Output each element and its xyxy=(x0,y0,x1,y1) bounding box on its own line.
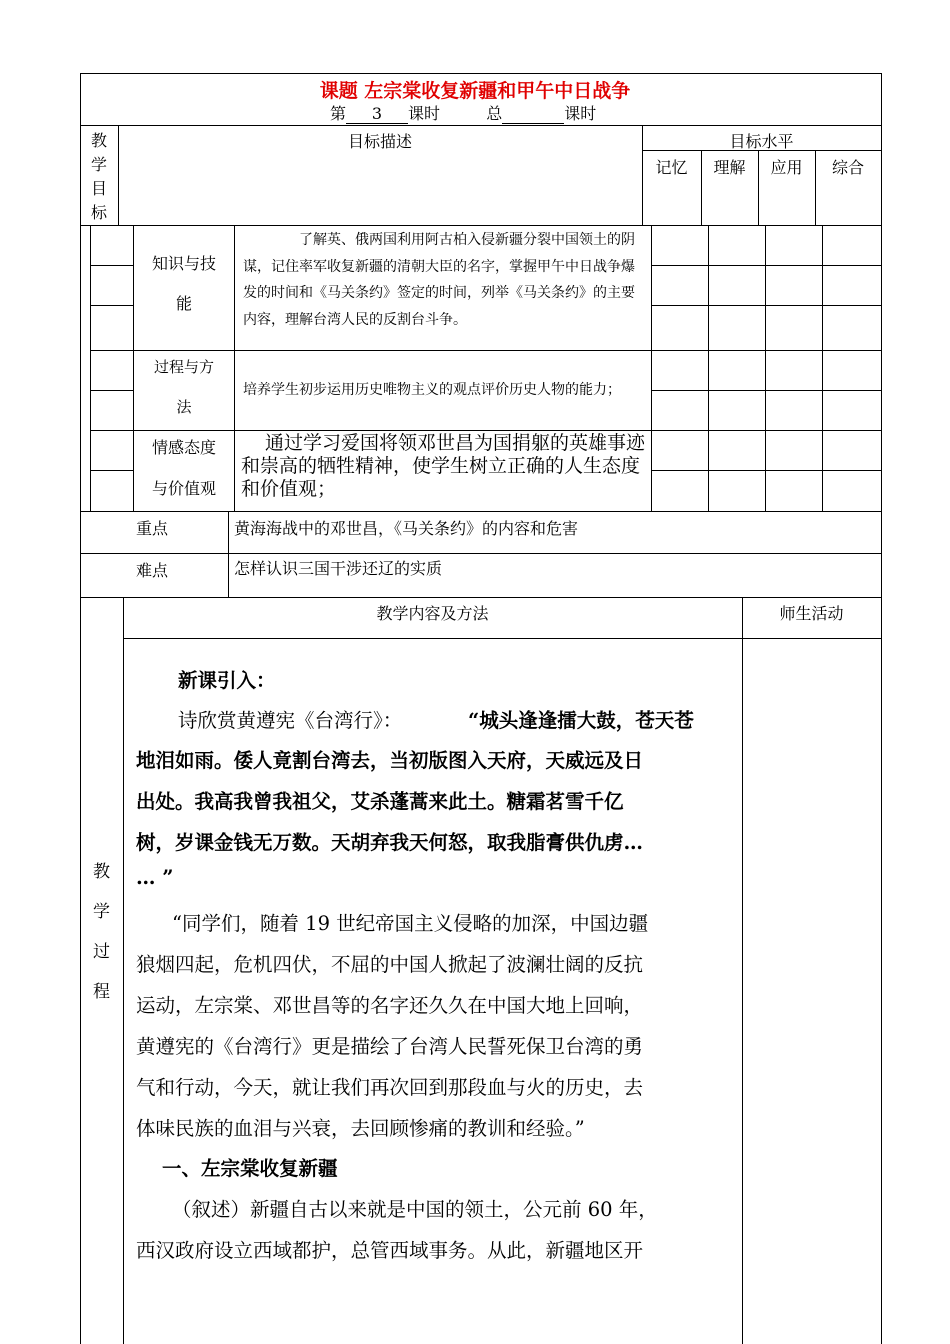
speech-line-6: 体味民族的血泪与兴衰，去回顾惨痛的教训和经验。” xyxy=(136,1117,585,1140)
process-text: 培养学生初步运用历史唯物主义的观点评价历史人物的能力； xyxy=(243,382,621,398)
process-label-line2: 法 xyxy=(176,398,192,416)
process-label-line1: 过程与方 xyxy=(153,358,214,376)
activity-header: 师生活动 xyxy=(779,604,844,623)
level-memory: 记忆 xyxy=(655,158,688,177)
section-heading: 一、左宗棠收复新疆 xyxy=(162,1157,338,1180)
emotion-label-line1: 情感态度 xyxy=(151,438,216,457)
goal-description-header: 目标描述 xyxy=(347,132,412,151)
speech-line-4: 黄遵宪的《台湾行》更是描绘了台湾人民誓死保卫台湾的勇 xyxy=(136,1035,644,1058)
speech-line-3: 运动，左宗棠、邓世昌等的名字还久久在中国大地上回响， xyxy=(136,994,644,1017)
level-understanding: 理解 xyxy=(713,158,746,177)
emotion-text: 通过学习爱国将领邓世昌为国捐躯的英雄事迹和崇高的牺牲精神，使学生树立正确的人生态度和价值观； xyxy=(241,432,646,500)
poem-line-5: … ” xyxy=(136,866,174,889)
goal-level-header: 目标水平 xyxy=(729,132,794,151)
total-prefix: 总 xyxy=(486,104,503,123)
poem-line-2: 地泪如雨。倭人竟割台湾去，当初版图入天府，天威远及日 xyxy=(136,749,644,772)
poem-line-1: “城头逢逢擂大鼓，苍天苍 xyxy=(468,709,694,732)
lesson-number: 3 xyxy=(346,104,408,124)
lesson-prefix: 第 xyxy=(330,104,347,123)
total-value xyxy=(502,104,564,124)
key-point-label: 重点 xyxy=(136,519,169,538)
poem-line-4: 树，岁课金钱无万数。天胡弃我天何怒，取我脂膏供仇虏… xyxy=(136,831,644,854)
lesson-unit: 课时 xyxy=(408,104,441,123)
knowledge-label-line1: 知识与技 xyxy=(151,254,216,273)
lesson-hours xyxy=(330,101,596,124)
knowledge-text: 了解英、俄两国利用阿古柏入侵新疆分裂中国领土的阴谋，记住率军收复新疆的清朝大臣的名字，掌握甲午中日战争爆发的时间和《马关条约》签定的时间，列举《马关条约》的主要内容，理解台湾人民的反割台斗争。 xyxy=(243,232,635,328)
speech-line-2: 狼烟四起，危机四伏，不屈的中国人掀起了波澜壮阔的反抗 xyxy=(136,953,644,976)
process-row-label: 教 学 过 程 xyxy=(93,862,110,1002)
total-unit: 课时 xyxy=(564,104,597,123)
page-title: 课题 左宗棠收复新疆和甲午中日战争 xyxy=(319,80,631,102)
objectives-row-label: 教 学 目 标 xyxy=(90,131,107,222)
intro-heading: 新课引入： xyxy=(178,669,276,692)
speech-line-1: “同学们，随着 19 世纪帝国主义侵略的加深，中国边疆 xyxy=(172,912,649,935)
key-point-text: 黄海海战中的邓世昌，《马关条约》的内容和危害 xyxy=(234,519,579,538)
speech-line-5: 气和行动，今天，就让我们再次回到那段血与火的历史，去 xyxy=(136,1076,644,1099)
difficult-point-label: 难点 xyxy=(136,561,169,580)
narration-line-1: （叙述）新疆自古以来就是中国的领土，公元前 60 年， xyxy=(172,1198,658,1221)
level-synthesis: 综合 xyxy=(831,158,864,177)
emotion-label-line2: 与价值观 xyxy=(151,479,216,498)
knowledge-label-line2: 能 xyxy=(175,294,192,313)
narration-line-2: 西汉政府设立西域都护，总管西域事务。从此，新疆地区开 xyxy=(136,1239,644,1262)
poem-line-3: 出处。我高我曾我祖父，艾杀蓬蒿来此土。糖霜茗雪千亿 xyxy=(136,790,624,813)
difficult-point-text: 怎样认识三国干涉还辽的实质 xyxy=(234,559,443,578)
poem-lead: 诗欣赏黄遵宪《台湾行》： xyxy=(178,709,403,732)
level-application: 应用 xyxy=(770,158,803,177)
content-method-header: 教学内容及方法 xyxy=(376,604,489,623)
